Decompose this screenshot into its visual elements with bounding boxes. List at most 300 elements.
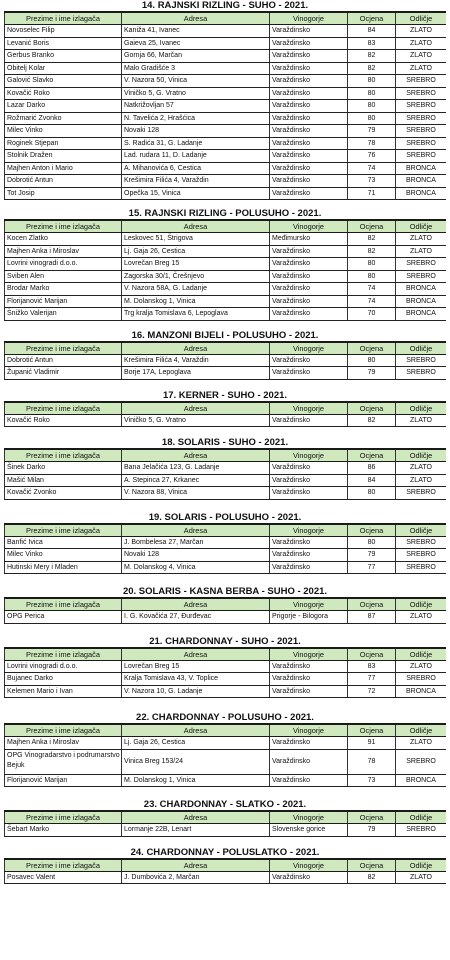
cell-address: M. Dolanskog 4, Vinica [122, 562, 270, 574]
cell-address: Viničko 5, G. Vratno [122, 88, 270, 100]
cell-wine-region: Varaždinsko [270, 125, 348, 137]
cell-score: 80 [348, 355, 396, 367]
cell-address: Lad. rudara 11, D. Ladanje [122, 150, 270, 162]
cell-award: SREBRO [406, 563, 436, 571]
table-header [4, 858, 446, 872]
section-title: 19. SOLARIS - POLUSUHO - 2021. [148, 511, 302, 523]
cell-address: N. Tavelića 2, Hrašćica [122, 113, 270, 125]
cell-award: SREBRO [406, 757, 436, 765]
header-score: Ocjena [348, 13, 396, 24]
cell-score: 74 [348, 296, 396, 308]
header-exhibitor-name: Prezime i ime izlagača [4, 599, 122, 610]
section-title: 14. RAJNSKI RIZLING - SUHO - 2021. [141, 0, 309, 11]
cell-award: SREBRO [406, 489, 436, 496]
section-24 [4, 847, 446, 885]
cell-exhibitor-name: Levanić Boris [4, 38, 122, 50]
cell-score: 79 [348, 549, 396, 561]
cell-award: SREBRO [406, 139, 436, 147]
table-row [4, 63, 446, 76]
cell-wine-region: Varaždinsko [270, 487, 348, 499]
cell-wine-region: Varaždinsko [270, 138, 348, 150]
cell-award: SREBRO [406, 356, 436, 364]
section-14 [4, 0, 446, 200]
cell-exhibitor-name: Hutinski Mery i Mladen [4, 562, 122, 574]
header-address: Adresa [122, 599, 270, 610]
cell-wine-region: Varaždinsko [270, 258, 348, 270]
cell-score: 82 [348, 233, 396, 245]
cell-wine-region: Prigorje - Bilogora [270, 611, 348, 623]
header-award: Odličje [409, 649, 433, 659]
table-row [4, 283, 446, 296]
cell-wine-region: Varaždinsko [270, 113, 348, 125]
table-row [4, 175, 446, 188]
header-exhibitor-name: Prezime i ime izlagača [4, 649, 122, 660]
cell-exhibitor-name: Sviben Alen [4, 271, 122, 283]
cell-award: BRONCA [406, 297, 436, 305]
cell-score: 80 [348, 258, 396, 270]
table-row [4, 737, 446, 750]
cell-address: Lj. Gaja 26, Cestica [122, 737, 270, 749]
table-row [4, 233, 446, 246]
cell-address: Viničko 5, G. Vratno [122, 415, 270, 427]
cell-award: SREBRO [406, 675, 436, 682]
cell-wine-region: Varaždinsko [270, 686, 348, 698]
cell-exhibitor-name: Lovrini vinogradi d.o.o. [4, 661, 122, 673]
cell-award: ZLATO [410, 416, 432, 424]
cell-wine-region: Varaždinsko [270, 50, 348, 62]
cell-score: 80 [348, 113, 396, 125]
table-row [4, 75, 446, 88]
table-row [4, 475, 446, 488]
cell-exhibitor-name: Dobrotić Antun [4, 175, 122, 187]
section-title: 18. SOLARIS - SUHO - 2021. [161, 437, 289, 448]
cell-address: I. G. Kovačića 27, Đurđevac [122, 611, 270, 623]
cell-award: SREBRO [406, 77, 436, 84]
cell-address: Borje 17A, Lepoglava [122, 367, 270, 379]
cell-exhibitor-name: Kelemen Mario i Ivan [4, 686, 122, 698]
table-row [4, 100, 446, 113]
cell-exhibitor-name: Lovrini vinogradi d.o.o. [4, 258, 122, 270]
cell-wine-region: Varaždinsko [270, 355, 348, 367]
cell-exhibitor-name: Kovačić Roko [4, 415, 122, 427]
table-row [4, 308, 446, 321]
table-row [4, 367, 446, 380]
cell-wine-region: Varaždinsko [270, 562, 348, 574]
cell-wine-region: Varaždinsko [270, 63, 348, 75]
cell-wine-region: Varaždinsko [270, 537, 348, 549]
cell-score: 72 [348, 686, 396, 698]
cell-address: V. Nazora 88, Vinica [122, 487, 270, 499]
section-title: 16. MANZONI BIJELI - POLUSUHO - 2021. [131, 329, 319, 341]
cell-award: ZLATO [410, 662, 432, 670]
section-title: 15. RAJNSKI RIZLING - POLUSUHO - 2021. [128, 208, 322, 219]
table-row [4, 462, 446, 475]
cell-score: 73 [348, 775, 396, 787]
table-row [4, 246, 446, 259]
header-award: Odličje [409, 860, 433, 870]
cell-award: SREBRO [406, 369, 436, 376]
header-exhibitor-name: Prezime i ime izlagača [4, 343, 122, 354]
cell-wine-region: Varaždinsko [270, 549, 348, 561]
cell-wine-region: Varaždinsko [270, 296, 348, 308]
cell-address: Leskovec 51, Štrigova [122, 233, 270, 245]
cell-award: SREBRO [406, 826, 436, 833]
cell-exhibitor-name: Bujanec Darko [4, 673, 122, 685]
cell-exhibitor-name: Lazar Darko [4, 100, 122, 112]
cell-award: SREBRO [406, 551, 436, 558]
cell-exhibitor-name: Majhen Anton i Mario [4, 163, 122, 175]
table-row [4, 38, 446, 51]
table-header [4, 723, 446, 737]
header-award: Odličje [409, 726, 433, 735]
header-wine-region: Vinogorje [270, 221, 348, 232]
cell-address: S. Radića 31, G. Ladanje [122, 138, 270, 150]
header-wine-region: Vinogorje [270, 725, 348, 736]
header-award: Odličje [409, 403, 433, 413]
cell-award: SREBRO [406, 102, 436, 109]
cell-address: V. Nazora 58A, G. Ladanje [122, 283, 270, 295]
header-wine-region: Vinogorje [270, 599, 348, 610]
header-score: Ocjena [348, 221, 396, 232]
table-row [4, 562, 446, 575]
section-23 [4, 799, 446, 837]
table-row [4, 125, 446, 138]
table-row [4, 88, 446, 101]
header-exhibitor-name: Prezime i ime izlagača [4, 403, 122, 414]
cell-address: Lovrečan Breg 15 [122, 258, 270, 270]
cell-address: Novaki 128 [122, 549, 270, 561]
cell-address: V. Nazora 50, Vinica [122, 75, 270, 87]
table-header [4, 11, 446, 25]
cell-wine-region: Varaždinsko [270, 271, 348, 283]
cell-address: Kaniža 41, Ivanec [122, 25, 270, 37]
table-row [4, 50, 446, 63]
table-row [4, 487, 446, 500]
header-award: Odličje [409, 813, 433, 822]
cell-award: ZLATO [410, 64, 432, 72]
cell-address: J. Dumbovića 2, Marčan [122, 872, 270, 884]
cell-wine-region: Varaždinsko [270, 25, 348, 37]
cell-exhibitor-name: Brodar Marko [4, 283, 122, 295]
cell-award: ZLATO [410, 613, 432, 620]
header-address: Adresa [122, 725, 270, 736]
header-address: Adresa [122, 450, 270, 461]
header-wine-region: Vinogorje [270, 649, 348, 660]
table-row [4, 113, 446, 126]
cell-wine-region: Varaždinsko [270, 246, 348, 258]
cell-wine-region: Varaždinsko [270, 872, 348, 884]
cell-wine-region: Varaždinsko [270, 308, 348, 320]
cell-award: ZLATO [410, 247, 432, 255]
cell-score: 78 [348, 138, 396, 150]
header-wine-region: Vinogorje [270, 13, 348, 24]
cell-wine-region: Varaždinsko [270, 750, 348, 774]
cell-award: BRONCA [406, 164, 436, 172]
cell-award: ZLATO [410, 464, 432, 471]
header-exhibitor-name: Prezime i ime izlagača [4, 812, 122, 823]
section-19 [4, 512, 446, 575]
cell-address: Lovrečan Breg 15 [122, 661, 270, 673]
section-17 [4, 390, 446, 428]
cell-award: BRONCA [406, 310, 436, 317]
cell-score: 91 [348, 737, 396, 749]
cell-exhibitor-name: OPG Perica [4, 611, 122, 623]
cell-exhibitor-name: Posavec Valent [4, 872, 122, 884]
table-row [4, 258, 446, 271]
cell-address: Vinica Breg 153/24 [122, 750, 270, 774]
cell-exhibitor-name: Rožmarić Zvonko [4, 113, 122, 125]
cell-wine-region: Varaždinsko [270, 673, 348, 685]
cell-address: Gaieva 25, Ivanec [122, 38, 270, 50]
cell-award: ZLATO [410, 52, 432, 59]
header-address: Adresa [122, 812, 270, 823]
cell-address: J. Bombelesa 27, Marčan [122, 537, 270, 549]
cell-address: V. Nazora 10, G. Ladanje [122, 686, 270, 698]
table-header [4, 810, 446, 824]
section-title: 20. SOLARIS - KASNA BERBA - SUHO - 2021. [122, 586, 328, 597]
header-score: Ocjena [348, 403, 396, 414]
cell-address: Natkrižovljan 57 [122, 100, 270, 112]
cell-address: Opečka 15, Vinica [122, 188, 270, 200]
cell-award: SREBRO [406, 152, 436, 159]
cell-exhibitor-name: Obitelj Kolar [4, 63, 122, 75]
table-header [4, 341, 446, 355]
header-score: Ocjena [348, 812, 396, 823]
cell-score: 80 [348, 537, 396, 549]
cell-exhibitor-name: Županić Vladimir [4, 367, 122, 379]
header-wine-region: Vinogorje [270, 343, 348, 354]
header-award: Odličje [409, 343, 433, 353]
header-score: Ocjena [348, 649, 396, 660]
cell-exhibitor-name: Majhen Anka i Miroslav [4, 737, 122, 749]
cell-wine-region: Varaždinsko [270, 462, 348, 474]
header-address: Adresa [122, 525, 270, 536]
cell-award: SREBRO [406, 114, 436, 122]
cell-wine-region: Varaždinsko [270, 415, 348, 427]
header-address: Adresa [122, 860, 270, 871]
table-row [4, 188, 446, 201]
table-row [4, 686, 446, 699]
cell-exhibitor-name: Florijanović Marijan [4, 775, 122, 787]
cell-wine-region: Međimursko [270, 233, 348, 245]
cell-wine-region: Varaždinsko [270, 150, 348, 162]
cell-score: 78 [348, 750, 396, 774]
cell-score: 76 [348, 150, 396, 162]
header-exhibitor-name: Prezime i ime izlagača [4, 450, 122, 461]
cell-award: BRONCA [406, 189, 436, 197]
table-row [4, 150, 446, 163]
cell-wine-region: Varaždinsko [270, 163, 348, 175]
cell-exhibitor-name: Milec Vinko [4, 549, 122, 561]
header-award: Odličje [409, 525, 433, 535]
cell-award: ZLATO [410, 873, 432, 881]
cell-award: BRONCA [406, 687, 436, 695]
cell-address: Trg kralja Tomislava 6, Lepoglava [122, 308, 270, 320]
table-row [4, 750, 446, 775]
header-address: Adresa [122, 13, 270, 24]
cell-wine-region: Varaždinsko [270, 188, 348, 200]
cell-exhibitor-name: Novoselec Filip [4, 25, 122, 37]
cell-score: 83 [348, 38, 396, 50]
cell-wine-region: Varaždinsko [270, 75, 348, 87]
cell-exhibitor-name: Galović Slavko [4, 75, 122, 87]
table-header [4, 448, 446, 462]
header-award: Odličje [409, 600, 433, 609]
header-wine-region: Vinogorje [270, 860, 348, 871]
header-exhibitor-name: Prezime i ime izlagača [4, 13, 122, 24]
cell-address: Lj. Gaja 26, Cestica [122, 246, 270, 258]
section-16 [4, 330, 446, 380]
cell-award: SREBRO [406, 127, 436, 134]
cell-wine-region: Varaždinsko [270, 88, 348, 100]
cell-exhibitor-name: Šinek Darko [4, 462, 122, 474]
cell-score: 70 [348, 308, 396, 320]
table-row [4, 25, 446, 38]
header-wine-region: Vinogorje [270, 812, 348, 823]
cell-score: 87 [348, 611, 396, 623]
header-award: Odličje [409, 14, 433, 23]
cell-address: Lormanje 22B, Lenart [122, 824, 270, 836]
cell-address: A. Stepinca 27, Krkanec [122, 475, 270, 487]
header-award: Odličje [409, 222, 433, 231]
cell-score: 71 [348, 188, 396, 200]
cell-award: ZLATO [410, 235, 432, 242]
header-score: Ocjena [348, 599, 396, 610]
cell-score: 80 [348, 487, 396, 499]
cell-award: SREBRO [406, 538, 436, 546]
table-row [4, 163, 446, 176]
cell-award: BRONCA [406, 776, 436, 784]
header-wine-region: Vinogorje [270, 403, 348, 414]
table-row [4, 355, 446, 368]
cell-score: 82 [348, 63, 396, 75]
cell-address: Krešimira Filića 4, Varaždin [122, 175, 270, 187]
section-title: 22. CHARDONNAY - POLUSUHO - 2021. [136, 712, 314, 723]
header-address: Adresa [122, 221, 270, 232]
section-20 [4, 586, 446, 624]
cell-exhibitor-name: Dobrotić Antun [4, 355, 122, 367]
header-address: Adresa [122, 649, 270, 660]
cell-exhibitor-name: Kovačić Roko [4, 88, 122, 100]
header-exhibitor-name: Prezime i ime izlagača [4, 525, 122, 536]
table-row [4, 611, 446, 624]
cell-wine-region: Varaždinsko [270, 175, 348, 187]
header-address: Adresa [122, 403, 270, 414]
cell-address: M. Dolanskog 1, Vinica [122, 296, 270, 308]
cell-wine-region: Varaždinsko [270, 367, 348, 379]
cell-score: 84 [348, 25, 396, 37]
cell-score: 80 [348, 88, 396, 100]
cell-score: 82 [348, 50, 396, 62]
cell-score: 82 [348, 872, 396, 884]
cell-wine-region: Varaždinsko [270, 775, 348, 787]
header-score: Ocjena [348, 343, 396, 354]
cell-address: Kralja Tomislava 43, V. Toplice [122, 673, 270, 685]
table-row [4, 661, 446, 674]
cell-exhibitor-name: Gerbus Branko [4, 50, 122, 62]
cell-score: 80 [348, 100, 396, 112]
cell-award: BRONCA [406, 177, 436, 184]
cell-wine-region: Varaždinsko [270, 737, 348, 749]
cell-exhibitor-name: Mašić Milan [4, 475, 122, 487]
cell-exhibitor-name: Tot Josip [4, 188, 122, 200]
cell-score: 79 [348, 367, 396, 379]
section-22 [4, 712, 446, 787]
section-18 [4, 437, 446, 500]
table-row [4, 549, 446, 562]
cell-address: A. Mihanovića 6, Cestica [122, 163, 270, 175]
header-exhibitor-name: Prezime i ime izlagača [4, 860, 122, 871]
cell-exhibitor-name: OPG Vinogradarstvo i podrumarstvo Bejuk [4, 750, 122, 774]
cell-exhibitor-name: Roginek Stjepan [4, 138, 122, 150]
table-row [4, 415, 446, 428]
cell-score: 82 [348, 415, 396, 427]
cell-award: SREBRO [406, 260, 436, 267]
cell-exhibitor-name: Florijanović Marijan [4, 296, 122, 308]
header-address: Adresa [122, 343, 270, 354]
header-exhibitor-name: Prezime i ime izlagača [4, 725, 122, 736]
header-score: Ocjena [348, 525, 396, 536]
table-row [4, 296, 446, 309]
cell-address: Malo Gradišće 3 [122, 63, 270, 75]
cell-score: 79 [348, 824, 396, 836]
cell-award: SREBRO [406, 89, 436, 97]
cell-score: 80 [348, 271, 396, 283]
cell-score: 77 [348, 673, 396, 685]
cell-award: ZLATO [410, 39, 432, 47]
header-score: Ocjena [348, 725, 396, 736]
cell-exhibitor-name: Šebart Marko [4, 824, 122, 836]
section-title: 23. CHARDONNAY - SLATKO - 2021. [143, 799, 307, 810]
cell-wine-region: Varaždinsko [270, 283, 348, 295]
cell-award: ZLATO [410, 27, 432, 34]
cell-score: 86 [348, 462, 396, 474]
cell-score: 84 [348, 475, 396, 487]
cell-award: ZLATO [410, 739, 432, 746]
table-header [4, 219, 446, 233]
section-title: 21. CHARDONNAY - SUHO - 2021. [149, 635, 301, 647]
cell-wine-region: Varaždinsko [270, 661, 348, 673]
cell-score: 73 [348, 175, 396, 187]
cell-address: Krešimira Filića 4, Varaždin [122, 355, 270, 367]
table-row [4, 537, 446, 550]
cell-award: ZLATO [410, 476, 432, 484]
header-score: Ocjena [348, 860, 396, 871]
cell-exhibitor-name: Stolnik Dražen [4, 150, 122, 162]
table-row [4, 824, 446, 837]
table-row [4, 673, 446, 686]
cell-exhibitor-name: Milec Vinko [4, 125, 122, 137]
header-wine-region: Vinogorje [270, 450, 348, 461]
cell-wine-region: Varaždinsko [270, 475, 348, 487]
cell-wine-region: Slovenske gorice [270, 824, 348, 836]
header-exhibitor-name: Prezime i ime izlagača [4, 221, 122, 232]
table-header [4, 647, 446, 661]
cell-wine-region: Varaždinsko [270, 100, 348, 112]
section-title: 17. KERNER - SUHO - 2021. [162, 389, 288, 401]
cell-address: M. Dolanskog 1, Vinica [122, 775, 270, 787]
cell-wine-region: Varaždinsko [270, 38, 348, 50]
cell-address: Zagorska 30/1, Črešnjevo [122, 271, 270, 283]
table-header [4, 401, 446, 415]
cell-exhibitor-name: Šnižko Valerijan [4, 308, 122, 320]
cell-score: 74 [348, 163, 396, 175]
table-row [4, 271, 446, 284]
header-wine-region: Vinogorje [270, 525, 348, 536]
cell-score: 80 [348, 75, 396, 87]
cell-score: 83 [348, 661, 396, 673]
section-15 [4, 208, 446, 321]
